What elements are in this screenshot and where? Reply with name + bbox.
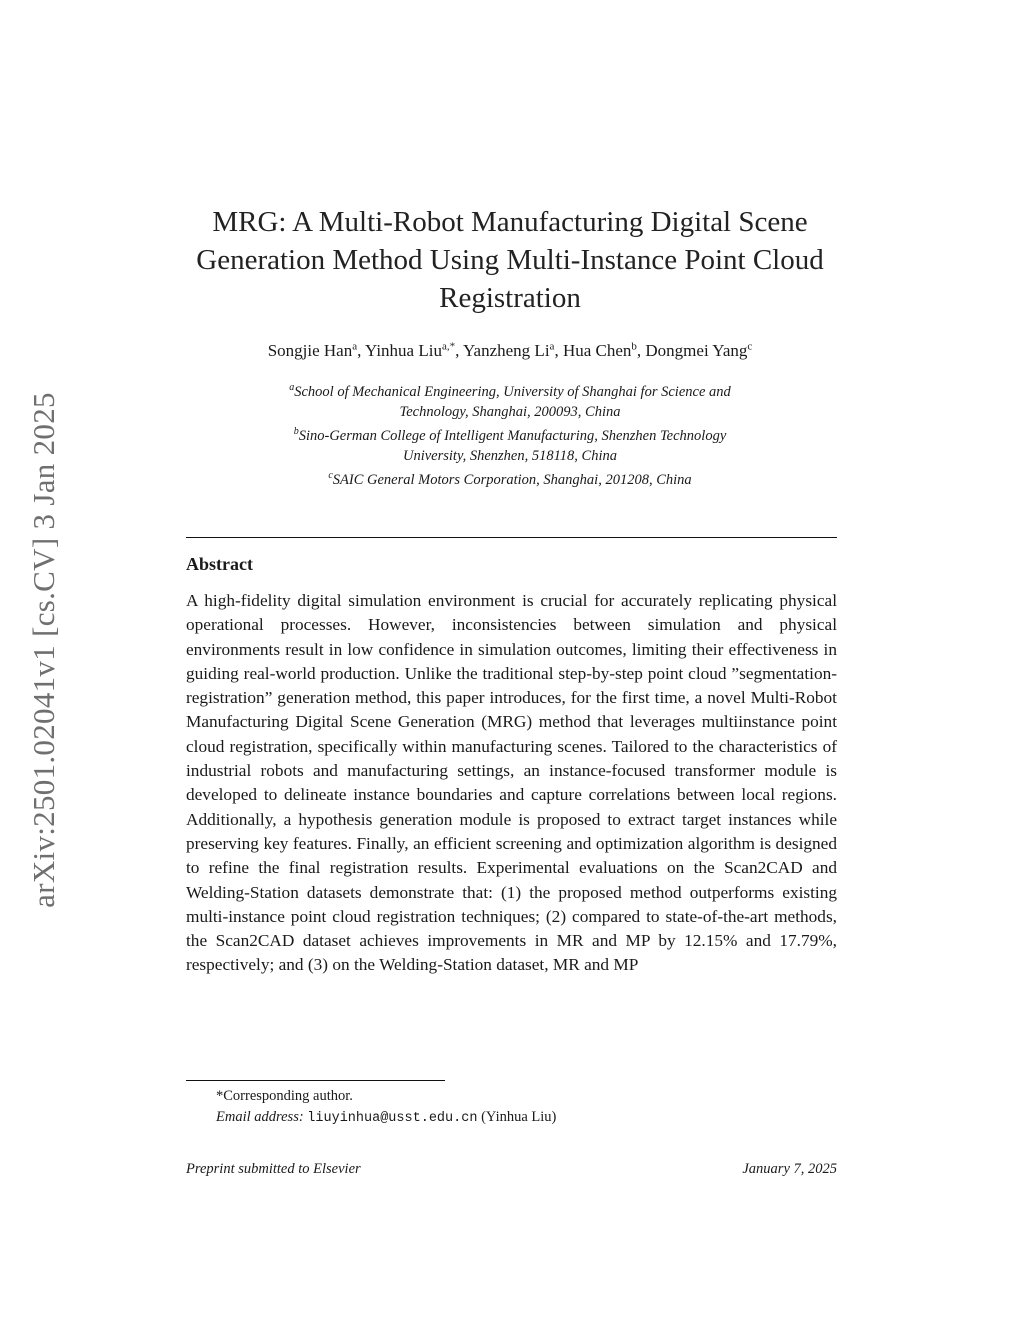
author: Dongmei Yang$^c$ (645, 340, 753, 360)
footnote (186, 1086, 837, 1129)
footer-preprint-note: Preprint submitted to Elsevier (186, 1161, 361, 1177)
corresponding-author-note: *Corresponding author. (216, 1088, 353, 1104)
affiliation: $^b$Sino-German College of Intelligent Manufacturing, Shenzhen Technology (293, 425, 727, 444)
author: Yinhua Liu$^{a,*}$, (364, 340, 463, 360)
arxiv-stamp (8, 370, 80, 930)
email-owner: (Yinhua Liu) (481, 1109, 557, 1125)
abstract-top-rule (186, 537, 837, 538)
arxiv-stamp-text: arXiv:2501.02041v1 [cs.CV] 3 Jan 2025 (26, 392, 61, 908)
footnote-rule (186, 1080, 445, 1081)
abstract-heading: Abstract (186, 554, 253, 574)
abstract-text: A high-fidelity digital simulation environment is crucial for accurately replicating physical operational processes. However, inconsistencies between simulation and physical environments result in low confidence in simulation outcomes, limiting their effectiveness in guiding real-world production. Unlike the traditional step-by-step point cloud ”segmentation-registration” generation method, this paper introduces, for the first time, a novel Multi-Robot Manufacturing Digital Scene Generation (MRG) method that leverages multiinstance point cloud registration, specifically within manufacturing scenes. Tailored to the characteristics of industrial robots and manufacturing settings, an instance-focused transformer module is developed to delineate instance boundaries and capture correlations between local regions. Additionally, a hypothesis generation module is proposed to extract target instances while preserving key features. Finally, an efficient screening and optimization algorithm is designed to refine the final registration results. Experimental evaluations on the Scan2CAD and Welding-Station datasets demonstrate that: (1) the proposed method outperforms existing multi-instance point cloud registration techniques; (2) compared to state-of-the-art methods, the Scan2CAD dataset achieves improvements in MR and MP by 12.15% and 17.79%, respectively; and (3) on the Welding-Station dataset, MR and MP (186, 591, 837, 975)
author: Hua Chen$^b$, (562, 340, 646, 360)
paper-title: MRG: A Multi-Robot Manufacturing Digital Scene Generation Method Using Multi-Instance Point Cloud Registration (196, 206, 824, 314)
footer-date: January 7, 2025 (742, 1161, 837, 1177)
affiliation: $^c$SAIC General Motors Corporation, Shanghai, 201208, China (328, 469, 692, 488)
email-note (186, 1107, 837, 1129)
affiliation-continued: Technology, Shanghai, 200093, China (399, 403, 621, 420)
affiliation-continued: University, Shenzhen, 518118, China (403, 447, 617, 464)
author: Songjie Han$^a$, (267, 340, 365, 360)
page-footer (186, 1161, 837, 1178)
email-address[interactable]: liuyinhua@usst.edu.cn (307, 1111, 478, 1126)
author: Yanzheng Li$^a$, (462, 340, 563, 360)
affiliation-list (160, 378, 860, 489)
affiliation: $^a$School of Mechanical Engineering, University of Shanghai for Science and (289, 382, 731, 400)
email-label: Email address: (216, 1109, 304, 1125)
author-list (160, 340, 860, 361)
